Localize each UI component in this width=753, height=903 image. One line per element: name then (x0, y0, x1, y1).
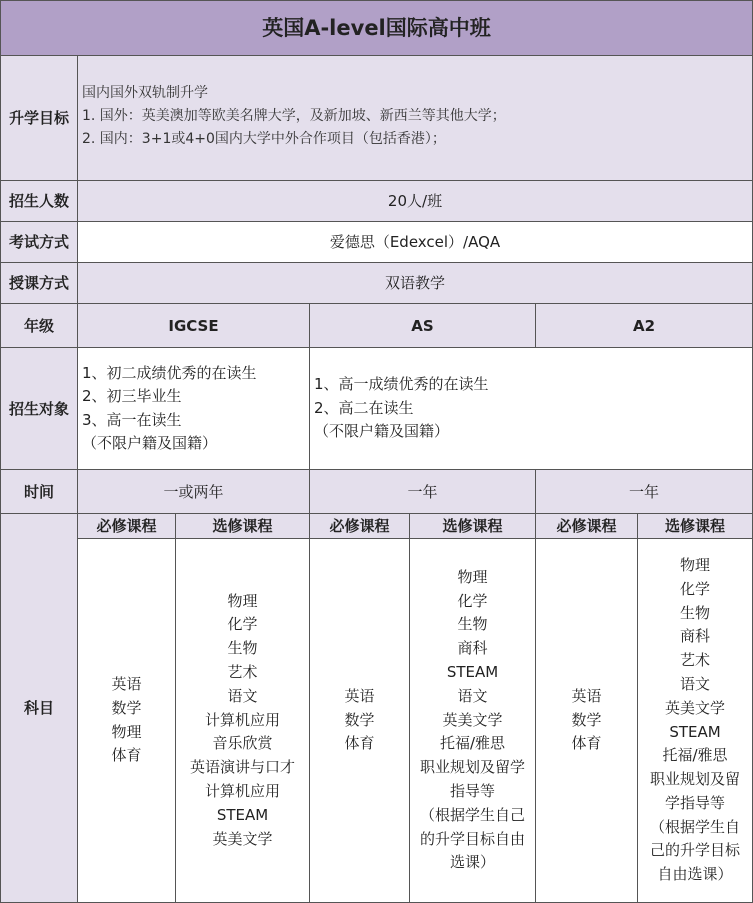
subject-item: 化学 (457, 591, 488, 610)
time-a2: 一年 (535, 469, 753, 514)
subject-item: （根据学生自己 (419, 805, 525, 824)
subject-item: 数学 (344, 710, 375, 729)
subject-item: STEAM (446, 663, 499, 681)
target-line: 3、高一在读生 (82, 410, 182, 429)
subject-item: 商科 (457, 639, 488, 658)
subject-item: 语文 (227, 686, 258, 705)
time-label: 时间 (0, 469, 78, 514)
target-line: （不限户籍及国籍） (314, 422, 450, 441)
target-igcse (77, 347, 310, 470)
subject-item: 语文 (457, 686, 488, 705)
subject-item: 计算机应用 (204, 710, 280, 729)
goal-line: 国内国外双轨制升学 (82, 85, 208, 101)
subjects-label: 科目 (0, 513, 78, 903)
target-line: （不限户籍及国籍） (82, 434, 218, 452)
grade-igcse: IGCSE (77, 303, 310, 348)
subject-item: 艺术 (227, 663, 258, 681)
subject-item: 选课） (449, 853, 495, 872)
goal-label: 升学目标 (0, 55, 78, 181)
subject-item: 化学 (679, 579, 710, 598)
teaching-label: 授课方式 (0, 262, 78, 304)
subject-item: 职业规划及留 (649, 770, 740, 789)
subject-item: 英语演讲与口才 (189, 758, 295, 777)
subject-item: 计算机应用 (204, 781, 280, 800)
as-elective-header: 选修课程 (409, 513, 536, 539)
as-elective-list (409, 538, 536, 903)
target-line: 2、高二在读生 (314, 398, 414, 417)
subject-item: 商科 (679, 627, 710, 646)
target-label: 招生对象 (0, 347, 78, 470)
subject-item: 托福/雅思 (439, 734, 506, 753)
subject-item: 生物 (227, 639, 258, 658)
goal-line: 2. 国内：3+1或4+0国内大学中外合作项目（包括香港）； (82, 131, 446, 147)
a2-required-header: 必修课程 (535, 513, 638, 539)
subject-item: 语文 (679, 674, 710, 693)
subject-item: 英美文学 (442, 710, 503, 729)
time-as: 一年 (309, 469, 536, 514)
igcse-required-list (77, 538, 176, 903)
subject-item: 英语 (111, 674, 142, 693)
subject-item: （根据学生自 (649, 817, 740, 836)
subject-item: 自由选课） (657, 865, 733, 884)
teaching-value: 双语教学 (77, 262, 753, 304)
igcse-elective-list (175, 538, 310, 903)
subject-item: 己的升学目标 (649, 841, 740, 860)
enrollment-value: 20人/班 (77, 180, 753, 222)
target-line: 1、初二成绩优秀的在读生 (82, 363, 257, 382)
subject-item: 物理 (457, 567, 488, 586)
subject-item: 英美文学 (664, 698, 725, 717)
igcse-elective-header: 选修课程 (175, 513, 310, 539)
subject-item: STEAM (216, 805, 269, 824)
subject-item: 化学 (227, 615, 258, 634)
subject-item: 数学 (111, 698, 142, 717)
goal-content (77, 55, 753, 181)
subject-item: 物理 (111, 722, 142, 741)
as-required-header: 必修课程 (309, 513, 410, 539)
subject-item: 指导等 (449, 781, 495, 800)
subject-item: 体育 (111, 746, 142, 765)
a2-required-list (535, 538, 638, 903)
subject-item: 艺术 (679, 651, 710, 670)
as-required-list (309, 538, 410, 903)
igcse-required-header: 必修课程 (77, 513, 176, 539)
subject-item: 学指导等 (664, 793, 725, 812)
table-title: 英国A-level国际高中班 (0, 0, 753, 56)
subject-item: 物理 (679, 555, 710, 574)
subject-item: 的升学目标自由 (419, 829, 525, 848)
grade-as: AS (309, 303, 536, 348)
time-igcse: 一或两年 (77, 469, 310, 514)
subject-item: STEAM (669, 722, 721, 741)
subject-item: 英语 (344, 686, 375, 705)
grade-a2: A2 (535, 303, 753, 348)
subject-item: 数学 (571, 710, 602, 729)
target-line: 2、初三毕业生 (82, 387, 182, 405)
subject-item: 体育 (571, 734, 602, 753)
subject-item: 托福/雅思 (662, 746, 728, 765)
subject-item: 体育 (344, 734, 375, 753)
exam-value: 爱德思（Edexcel）/AQA (77, 221, 753, 263)
grade-label: 年级 (0, 303, 78, 348)
subject-item: 英美文学 (212, 829, 273, 848)
target-as-a2 (309, 347, 753, 470)
subject-item: 音乐欣赏 (212, 734, 273, 753)
goal-line: 1. 国外：英美澳加等欧美名牌大学，及新加坡、新西兰等其他大学； (82, 108, 506, 124)
subject-item: 英语 (571, 686, 602, 705)
subject-item: 生物 (679, 603, 710, 622)
target-line: 1、高一成绩优秀的在读生 (314, 375, 489, 394)
a2-elective-header: 选修课程 (637, 513, 753, 539)
subject-item: 生物 (457, 615, 488, 634)
subject-item: 物理 (227, 591, 258, 610)
subject-item: 职业规划及留学 (419, 758, 525, 777)
a2-elective-list (637, 538, 753, 903)
enrollment-label: 招生人数 (0, 180, 78, 222)
exam-label: 考试方式 (0, 221, 78, 263)
